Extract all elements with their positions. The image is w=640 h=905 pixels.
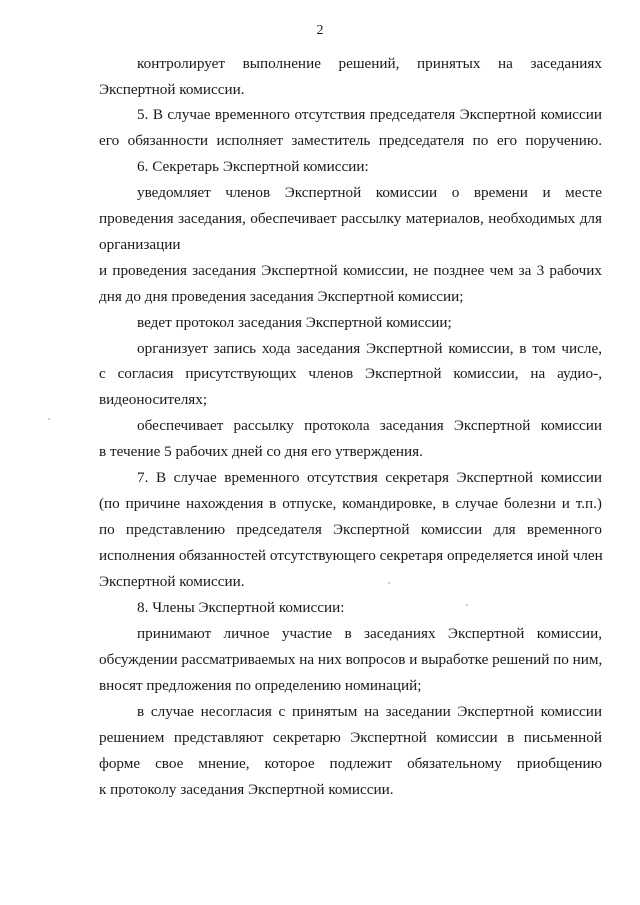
text-line: к протоколу заседания Экспертной комиссии. — [99, 781, 394, 798]
text-line: (по причине нахождения в отпуске, командировке, в случае болезни и т.п.) — [99, 495, 602, 512]
text-line: контролирует выполнение решений, принятых на заседаниях — [137, 55, 602, 72]
text-line: его обязанности исполняет заместитель председателя по его поручению. — [99, 132, 602, 149]
text-line: по представлению председателя Экспертной комиссии для временного — [99, 521, 602, 538]
text-line: в случае несогласия с принятым на заседании Экспертной комиссии — [137, 703, 602, 720]
text-line: принимают личное участие в заседаниях Экспертной комиссии, — [137, 625, 602, 642]
text-line: 8. Члены Экспертной комиссии: — [137, 599, 345, 616]
text-line: исполнения обязанностей отсутствующего секретаря определяется иной член — [99, 547, 603, 564]
text-line: в течение 5 рабочих дней со дня его утверждения. — [99, 443, 423, 460]
text-line: Экспертной комиссии. — [99, 81, 245, 98]
text-line: Экспертной комиссии. — [99, 573, 245, 590]
scan-speck — [48, 418, 50, 420]
text-line: вносят предложения по определению номинаций; — [99, 677, 422, 694]
text-line: дня до дня проведения заседания Экспертной комиссии; — [99, 288, 464, 305]
text-line: 7. В случае временного отсутствия секретаря Экспертной комиссии — [137, 469, 602, 486]
text-line: с согласия присутствующих членов Экспертной комиссии, на аудио-, — [99, 365, 602, 382]
text-line: уведомляет членов Экспертной комиссии о времени и месте — [137, 184, 602, 201]
text-line: обеспечивает рассылку протокола заседания Экспертной комиссии — [137, 417, 602, 434]
text-line: 6. Секретарь Экспертной комиссии: — [137, 158, 369, 175]
text-line: ведет протокол заседания Экспертной комиссии; — [137, 314, 452, 331]
text-line: обсуждении рассматриваемых на них вопросов и выработке решений по ним, — [99, 651, 603, 668]
text-line: и проведения заседания Экспертной комиссии, не позднее чем за 3 рабочих — [99, 262, 602, 279]
text-line: организации — [99, 236, 181, 253]
text-line: 5. В случае временного отсутствия председателя Экспертной комиссии — [137, 106, 602, 123]
text-line: решением представляют секретарю Экспертной комиссии в письменной — [99, 729, 602, 746]
text-line: видеоносителях; — [99, 391, 208, 408]
text-line: форме свое мнение, которое подлежит обязательному приобщению — [99, 755, 602, 772]
text-line: организует запись хода заседания Экспертной комиссии, в том числе, — [137, 340, 602, 357]
scan-speck — [388, 582, 390, 584]
text-line: проведения заседания, обеспечивает рассылку материалов, необходимых для — [99, 210, 602, 227]
scan-speck — [466, 604, 468, 606]
page-number: 2 — [316, 23, 324, 38]
